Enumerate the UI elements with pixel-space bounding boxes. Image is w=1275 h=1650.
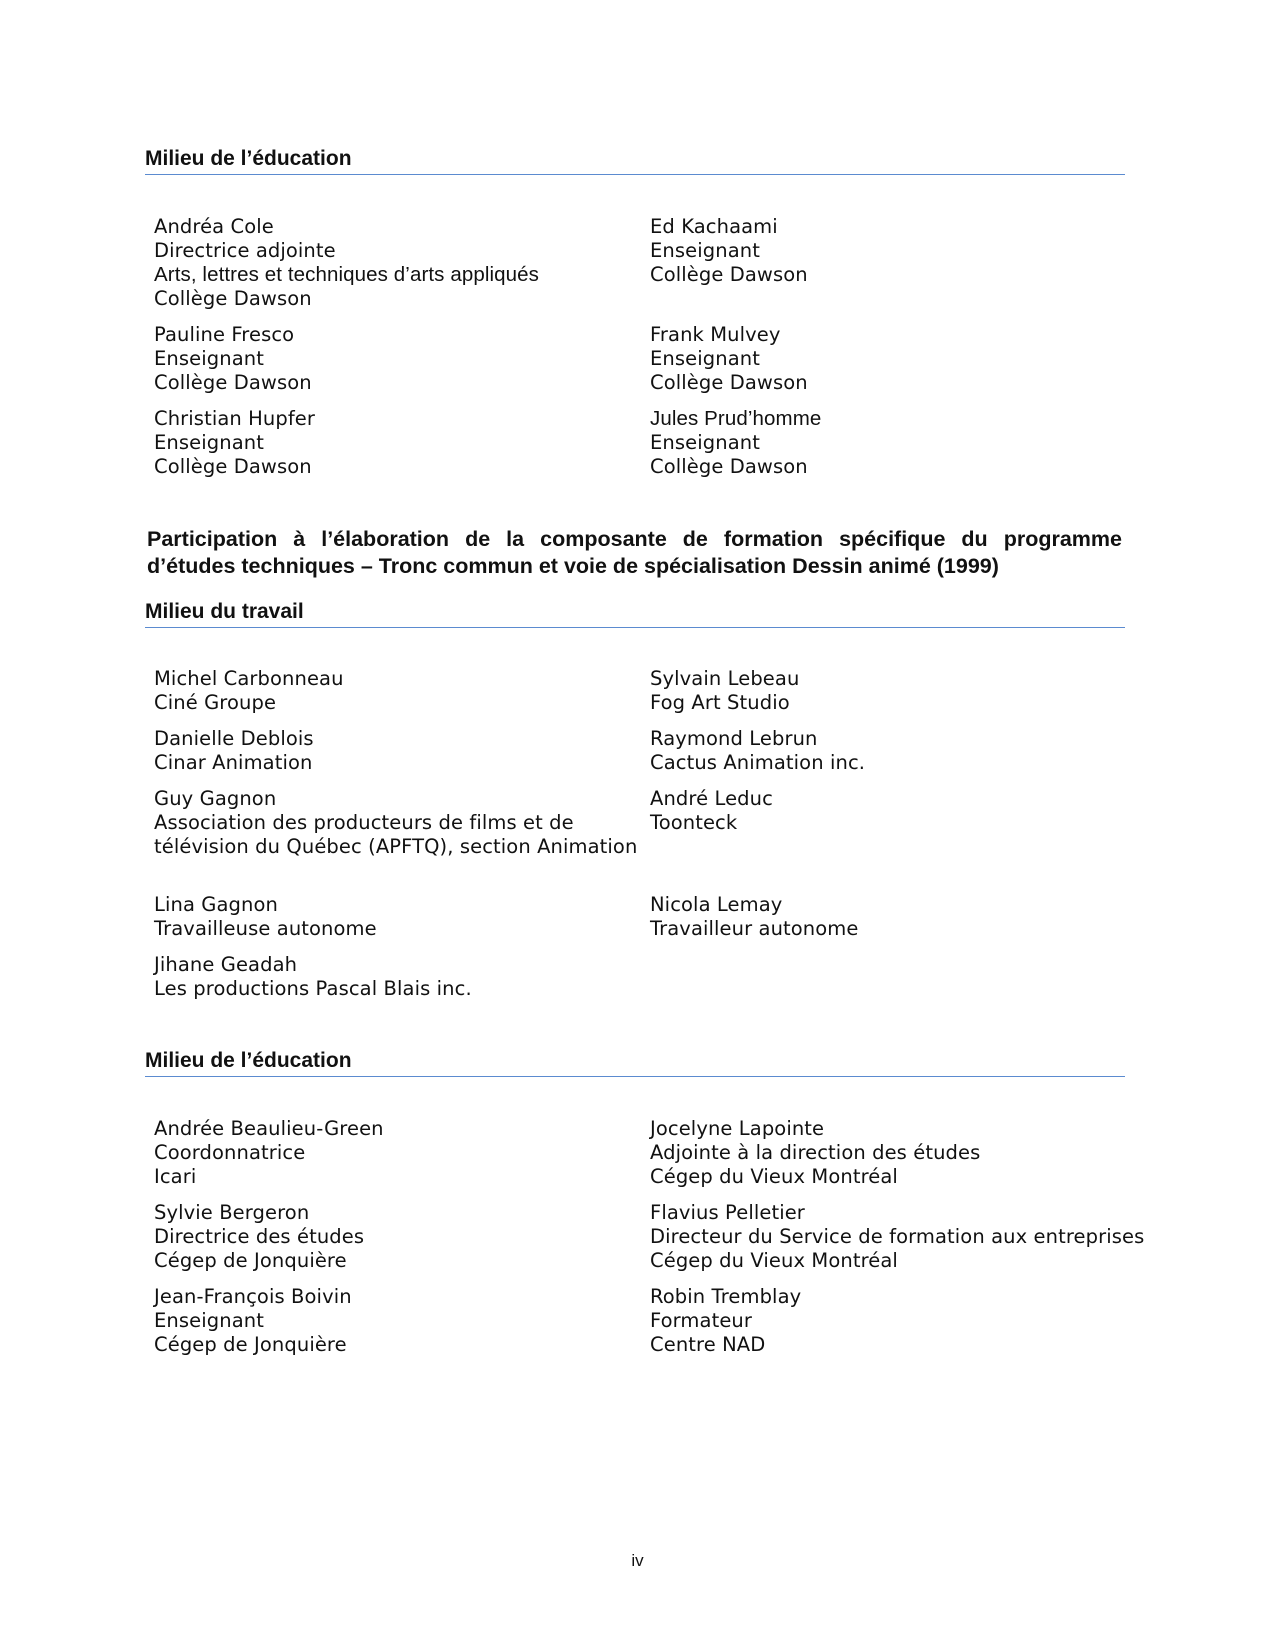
- contact-name: Jean-François Boivin: [154, 1285, 352, 1308]
- contact-entry: [650, 727, 865, 775]
- contact-name: Sylvie Bergeron: [154, 1201, 310, 1224]
- contact-organization: Icari: [154, 1165, 197, 1188]
- contact-organization: Association des producteurs de films et de: [154, 811, 574, 834]
- contact-organization: Collège Dawson: [650, 371, 808, 394]
- contact-entry: [650, 1201, 1144, 1273]
- contact-name: Danielle Deblois: [154, 727, 314, 750]
- contact-name: Frank Mulvey: [650, 323, 781, 346]
- contact-entry: [650, 893, 859, 941]
- contact-organization: Toonteck: [650, 811, 738, 834]
- contact-entry: [650, 323, 808, 395]
- contact-name: Nicola Lemay: [650, 893, 783, 916]
- contact-entry: [650, 1285, 801, 1357]
- contact-name: Jihane Geadah: [154, 953, 298, 976]
- contact-organization: Cinar Animation: [154, 751, 313, 774]
- contact-organization: Collège Dawson: [154, 287, 312, 310]
- contact-entry: [154, 727, 314, 775]
- contact-organization: Collège Dawson: [154, 455, 312, 478]
- contact-role: Enseignant: [154, 1309, 264, 1332]
- contact-role: Formateur: [650, 1309, 752, 1332]
- section-title: Milieu du travail: [145, 600, 304, 623]
- contact-organization: Fog Art Studio: [650, 691, 790, 714]
- contact-entry: [154, 1201, 364, 1273]
- contact-name: André Leduc: [650, 787, 773, 810]
- contact-entry: [154, 323, 312, 395]
- contact-organization: Ciné Groupe: [154, 691, 277, 714]
- section-heading-education-1: [145, 146, 1125, 175]
- contact-organization: Cégep du Vieux Montréal: [650, 1165, 898, 1188]
- contact-organization: Cactus Animation inc.: [650, 751, 866, 774]
- contact-entry: [154, 787, 637, 859]
- contact-organization: Travailleur autonome: [650, 917, 859, 940]
- contact-organization: Cégep du Vieux Montréal: [650, 1249, 898, 1272]
- contact-name: Pauline Fresco: [154, 323, 295, 346]
- contact-role: Enseignant: [650, 347, 760, 370]
- contact-department: Arts, lettres et techniques d’arts appliqués: [154, 263, 539, 286]
- contact-name: Robin Tremblay: [650, 1285, 802, 1308]
- contact-entry: [154, 893, 377, 941]
- page-number: iv: [631, 1551, 644, 1570]
- contact-organization: Collège Dawson: [154, 371, 312, 394]
- contact-organization: télévision du Québec (APFTQ), section Animation: [154, 835, 638, 858]
- participation-heading: [147, 526, 1122, 580]
- contact-entry: [154, 407, 315, 479]
- contact-entry: [650, 787, 773, 835]
- participation-heading-line-1: Participation à l’élaboration de la composante de formation spécifique du programme: [147, 527, 1122, 551]
- participation-heading-line-2: d’études techniques – Tronc commun et voie de spécialisation Dessin animé (1999): [147, 554, 999, 578]
- contact-organization: Centre NAD: [650, 1333, 766, 1356]
- contact-role: Adjointe à la direction des études: [650, 1141, 981, 1164]
- contact-name: Flavius Pelletier: [650, 1201, 805, 1224]
- contact-organization: Cégep de Jonquière: [154, 1249, 347, 1272]
- contact-name: Jules Prud’homme: [650, 407, 822, 430]
- section-title: Milieu de l’éducation: [145, 147, 352, 170]
- contact-name: Ed Kachaami: [650, 215, 778, 238]
- contact-role: Enseignant: [650, 431, 760, 454]
- contact-name: Andréa Cole: [154, 215, 274, 238]
- contact-entry: [154, 667, 344, 715]
- contact-organization: Travailleuse autonome: [154, 917, 377, 940]
- contact-entry: [154, 215, 539, 311]
- contact-role: Coordonnatrice: [154, 1141, 306, 1164]
- contact-entry: [154, 1285, 352, 1357]
- contact-entry: [650, 215, 808, 287]
- contact-name: Lina Gagnon: [154, 893, 278, 916]
- contact-role: Enseignant: [154, 347, 264, 370]
- section-heading-education-2: [145, 1048, 1125, 1077]
- contact-role: Enseignant: [154, 431, 264, 454]
- contact-organization: Collège Dawson: [650, 263, 808, 286]
- contact-role: Directrice des études: [154, 1225, 365, 1248]
- contact-name: Raymond Lebrun: [650, 727, 818, 750]
- contact-entry: [154, 1117, 384, 1189]
- section-heading-work: [145, 599, 1125, 628]
- contact-role: Enseignant: [650, 239, 760, 262]
- contact-role: Directeur du Service de formation aux entreprises: [650, 1225, 1145, 1248]
- contact-organization: Les productions Pascal Blais inc.: [154, 977, 472, 1000]
- contact-name: Sylvain Lebeau: [650, 667, 800, 690]
- contact-entry: [650, 1117, 980, 1189]
- contact-entry: [650, 667, 799, 715]
- section-title: Milieu de l’éducation: [145, 1049, 352, 1072]
- contact-role: Directrice adjointe: [154, 239, 336, 262]
- contact-name: Christian Hupfer: [154, 407, 316, 430]
- contact-name: Jocelyne Lapointe: [650, 1117, 825, 1140]
- contact-organization: Cégep de Jonquière: [154, 1333, 347, 1356]
- contact-entry: [154, 953, 472, 1001]
- contact-name: Michel Carbonneau: [154, 667, 344, 690]
- contact-organization: Collège Dawson: [650, 455, 808, 478]
- contact-entry: [650, 407, 821, 479]
- contact-name: Guy Gagnon: [154, 787, 277, 810]
- contact-name: Andrée Beaulieu-Green: [154, 1117, 384, 1140]
